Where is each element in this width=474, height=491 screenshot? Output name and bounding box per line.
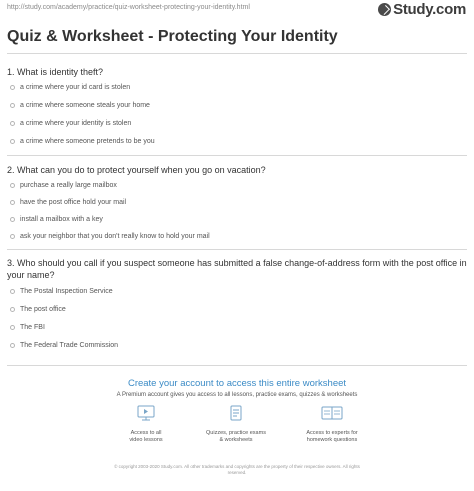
radio-icon[interactable] [10, 307, 15, 312]
question-divider [7, 249, 467, 250]
question-3-option-2[interactable]: The post office [10, 306, 66, 313]
radio-icon[interactable] [10, 139, 15, 144]
radio-icon[interactable] [10, 289, 15, 294]
question-2-option-2[interactable]: have the post office hold your mail [10, 199, 126, 206]
account-cta [0, 378, 474, 398]
question-divider [7, 155, 467, 156]
logo-text: Study.com [393, 1, 466, 18]
radio-icon[interactable] [10, 217, 15, 222]
question-3-option-4[interactable]: The Federal Trade Commission [10, 342, 118, 349]
radio-icon[interactable] [10, 85, 15, 90]
question-1-option-3[interactable]: a crime where your identity is stolen [10, 120, 131, 127]
radio-icon[interactable] [10, 325, 15, 330]
question-3: 3. Who should you call if you suspect someone has submitted a false change-of-address form with the post office in your name? [7, 258, 467, 280]
radio-icon[interactable] [10, 183, 15, 188]
quiz-icon [222, 405, 250, 423]
question-divider [7, 365, 467, 366]
cta-title[interactable]: Create your account to access this entire worksheet [127, 378, 347, 389]
question-3-option-3[interactable]: The FBI [10, 324, 45, 331]
top-bar [0, 0, 474, 20]
question-2-option-4[interactable]: ask your neighbor that you don't really know to hold your mail [10, 233, 210, 240]
question-3-option-1[interactable]: The Postal Inspection Service [10, 288, 113, 295]
title-divider [7, 53, 467, 54]
radio-icon[interactable] [10, 200, 15, 205]
question-1-option-2[interactable]: a crime where someone steals your home [10, 102, 150, 109]
radio-icon[interactable] [10, 234, 15, 239]
question-1-option-1[interactable]: a crime where your id card is stolen [10, 84, 130, 91]
feature-video-lessons: Access to all video lessons [96, 405, 196, 444]
feature-quizzes: Quizzes, practice exams & worksheets [186, 405, 286, 444]
radio-icon[interactable] [10, 121, 15, 126]
page-title: Quiz & Worksheet - Protecting Your Identity [7, 28, 338, 45]
question-2-option-3[interactable]: install a mailbox with a key [10, 216, 103, 223]
study-logo[interactable] [378, 1, 466, 18]
cta-subtitle: A Premium account gives you access to all lessons, practice exams, quizzes & worksheets [116, 392, 358, 398]
copyright-footer: © copyright 2003-2020 Study.com. All other trademarks and copyrights are the property of their respective owners. All rights reserved. [114, 464, 360, 475]
radio-icon[interactable] [10, 103, 15, 108]
feature-list [0, 405, 474, 455]
question-1: 1. What is identity theft? [7, 67, 104, 77]
question-1-option-4[interactable]: a crime where someone pretends to be you [10, 138, 155, 145]
experts-icon [318, 405, 346, 423]
study-logo-icon [378, 3, 391, 16]
radio-icon[interactable] [10, 343, 15, 348]
feature-experts: Access to experts for homework questions [282, 405, 382, 444]
question-2-option-1[interactable]: purchase a really large mailbox [10, 182, 117, 189]
page-url[interactable]: http://study.com/academy/practice/quiz-worksheet-protecting-your-identity.html [7, 4, 250, 11]
question-2: 2. What can you do to protect yourself when you go on vacation? [7, 165, 266, 175]
video-lessons-icon [132, 405, 160, 423]
